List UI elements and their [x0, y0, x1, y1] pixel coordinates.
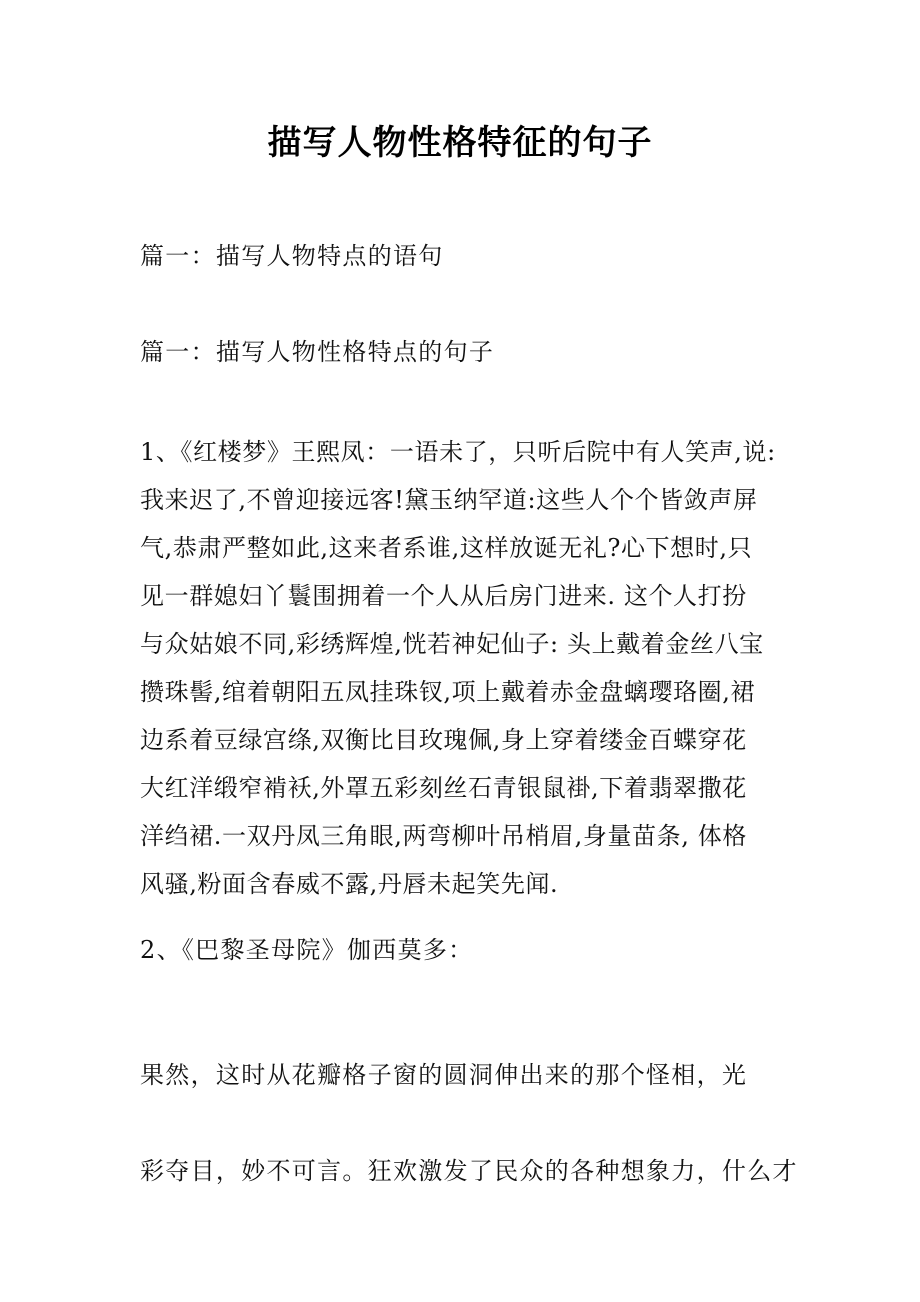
paragraph-line: 风骚,粉面含春威不露,丹唇未起笑先闻. [140, 870, 559, 898]
document-title: 描写人物性格特征的句子 [267, 123, 653, 163]
heading-chapter-1-sub: 篇一：描写人物性格特点的句子 [140, 338, 495, 366]
paragraph-line: 见一群媳妇丫鬟围拥着一个人从后房门进来. 这个人打扮 [140, 582, 747, 610]
section-1-paragraph [140, 428, 800, 908]
paragraph-line: 洋绉裙.一双丹凤三角眼,两弯柳叶吊梢眉,身量苗条, 体格 [140, 822, 747, 850]
paragraph-line: 大红洋缎窄褃袄,外罩五彩刻丝石青银鼠褂,下着翡翠撒花 [140, 774, 747, 802]
paragraph-line: 与众姑娘不同,彩绣辉煌,恍若神妃仙子: 头上戴着金丝八宝 [140, 630, 764, 658]
paragraph-line: 边系着豆绿宫绦,双衡比目玫瑰佩,身上穿着缕金百蝶穿花 [140, 726, 747, 754]
section-2-line: 彩夺目，妙不可言。狂欢激发了民众的各种想象力，什么才 [140, 1157, 798, 1185]
paragraph-line: 攒珠髻,绾着朝阳五凤挂珠钗,项上戴着赤金盘螭璎珞圈,裙 [140, 678, 756, 706]
paragraph-line: 我来迟了,不曾迎接远客!黛玉纳罕道:这些人个个皆敛声屏 [140, 486, 758, 514]
paragraph-line: 气,恭肃严整如此,这来者系谁,这样放诞无礼?心下想时,只 [140, 534, 753, 562]
section-2-line: 果然，这时从花瓣格子窗的圆洞伸出来的那个怪相，光 [140, 1061, 748, 1089]
heading-chapter-1: 篇一：描写人物特点的语句 [140, 242, 444, 270]
section-2-heading: 2、《巴黎圣母院》伽西莫多： [140, 936, 474, 964]
paragraph-line: 1、《红楼梦》王熙凤：一语未了，只听后院中有人笑声,说: [140, 438, 776, 466]
